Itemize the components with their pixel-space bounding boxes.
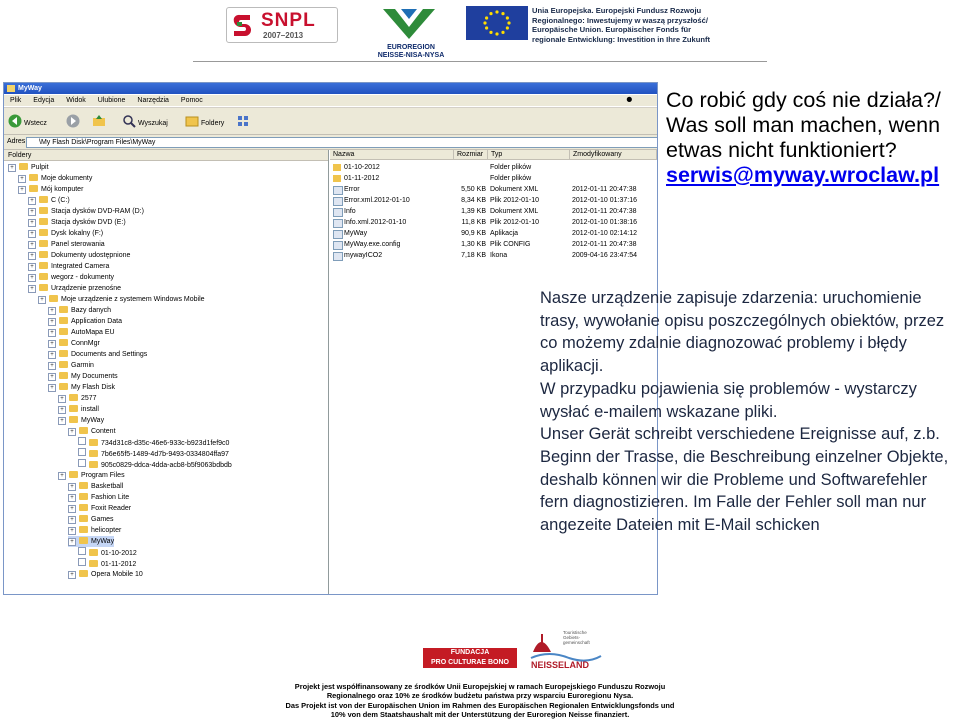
expand-toggle-icon[interactable]: + <box>58 406 66 414</box>
euroregion-label: EUROREGION NEISSE-NISA-NYSA <box>377 44 445 59</box>
folder-icon <box>89 560 98 567</box>
file-row[interactable] <box>330 228 657 239</box>
expand-toggle-icon[interactable] <box>78 459 86 467</box>
tree-item[interactable] <box>28 250 130 261</box>
file-modified: 2012-01-10 02:14:12 <box>572 230 637 237</box>
neisseland-name: NEISSELAND <box>531 660 590 670</box>
expand-toggle-icon[interactable] <box>78 558 86 566</box>
forward-arrow-icon <box>66 114 80 128</box>
expand-toggle-icon[interactable]: + <box>28 285 36 293</box>
folder-icon <box>89 439 98 446</box>
folders-button-label: Foldery <box>200 120 225 127</box>
column-header[interactable]: Zmodyfikowany <box>570 150 657 160</box>
folder-icon <box>29 185 38 192</box>
tree-item[interactable] <box>48 349 147 360</box>
window-titlebar <box>4 83 657 94</box>
folders-icon <box>185 114 199 128</box>
tree-item[interactable] <box>8 162 49 173</box>
folder-icon <box>39 284 48 291</box>
folder-icon <box>89 450 98 457</box>
file-type: Ikona <box>490 252 508 259</box>
snpl-mark-icon <box>231 12 255 36</box>
expand-toggle-icon[interactable]: + <box>28 208 36 216</box>
expand-toggle-icon[interactable]: + <box>48 384 56 392</box>
tree-item[interactable] <box>58 415 104 426</box>
folder-icon <box>39 229 48 236</box>
file-row[interactable] <box>330 239 657 250</box>
file-type: Folder plików <box>490 175 532 182</box>
tree-item[interactable] <box>68 525 121 536</box>
file-row[interactable] <box>330 195 657 206</box>
expand-toggle-icon[interactable]: + <box>48 362 56 370</box>
tree-item-label: Garmin <box>71 362 94 369</box>
folder-icon <box>39 207 48 214</box>
expand-toggle-icon[interactable]: + <box>28 263 36 271</box>
expand-toggle-icon[interactable]: + <box>48 307 56 315</box>
tree-item[interactable] <box>58 404 99 415</box>
file-size: 5,50 KB <box>461 186 486 193</box>
tree-item-label: Content <box>91 428 116 435</box>
tree-item[interactable] <box>28 261 109 272</box>
expand-toggle-icon[interactable]: + <box>58 417 66 425</box>
tree-item[interactable] <box>78 437 229 448</box>
folder-icon <box>39 251 48 258</box>
file-name: MyWay.exe.config <box>344 241 401 248</box>
folder-icon <box>59 361 68 368</box>
file-modified: 2012-01-10 01:37:16 <box>572 197 637 204</box>
expand-toggle-icon[interactable] <box>78 437 86 445</box>
file-name: mywayICO2 <box>344 252 383 259</box>
tree-item[interactable] <box>38 294 205 305</box>
file-size: 8,34 KB <box>461 197 486 204</box>
folder-icon <box>19 163 28 170</box>
file-icon <box>333 252 343 261</box>
folder-tree-pane <box>4 150 329 594</box>
expand-toggle-icon[interactable]: + <box>48 351 56 359</box>
search-button-label: Wyszukaj <box>137 120 168 127</box>
tree-item-label: My Flash Disk <box>71 384 115 391</box>
tree-item[interactable] <box>48 371 118 382</box>
tree-item-label: AutoMapa EU <box>71 329 115 336</box>
tree-item-label: install <box>81 406 99 413</box>
forward-button[interactable] <box>66 114 80 128</box>
expand-toggle-icon[interactable]: + <box>48 373 56 381</box>
footer-funding-note: Projekt jest współfinansowany ze środków Unii Europejskiej w ramach Europejskiego Funduszu Rozwoju Regionalnego oraz 10% ze środków budżetu państwa przy wsparciu Euroregionu Nysa. Das Projekt ist von der Europäischen Union im Rahmen des Europäischen Regionalen Entwicklungsfonds und 10% von dem Staatshaushalt mit der Unterstützung der Euroregion Neisse finanziert. <box>285 682 675 719</box>
tree-item[interactable] <box>28 272 114 283</box>
file-icon <box>333 197 343 206</box>
expand-toggle-icon[interactable]: + <box>68 527 76 535</box>
folder-icon <box>69 405 78 412</box>
folder-icon <box>79 504 88 511</box>
tree-item[interactable] <box>48 338 100 349</box>
expand-toggle-icon[interactable]: + <box>28 241 36 249</box>
folder-icon <box>333 175 341 182</box>
file-name: 01-10-2012 <box>344 164 380 171</box>
file-name: Error.xml.2012-01-10 <box>344 197 410 204</box>
file-name: Info.xml.2012-01-10 <box>344 219 407 226</box>
service-email-link[interactable]: serwis@myway.wroclaw.pl <box>666 163 940 187</box>
file-type: Plik CONFIG <box>490 241 531 248</box>
file-icon <box>333 186 343 195</box>
tree-item-label: Pulpit <box>31 164 49 171</box>
up-folder-icon <box>92 114 106 128</box>
file-size: 90,9 KB <box>461 230 486 237</box>
menu-item[interactable]: Edycja <box>33 97 55 104</box>
tree-item[interactable] <box>28 195 70 206</box>
expand-toggle-icon[interactable] <box>78 448 86 456</box>
file-modified: 2009-04-16 23:47:54 <box>572 252 637 259</box>
folder-icon <box>39 262 48 269</box>
tree-item[interactable] <box>68 503 131 514</box>
folder-icon <box>79 570 88 577</box>
folder-icon <box>29 174 38 181</box>
expand-toggle-icon[interactable]: + <box>58 472 66 480</box>
euroregion-emblem-icon <box>371 5 449 43</box>
file-size: 7,18 KB <box>461 252 486 259</box>
file-name: MyWay <box>344 230 368 237</box>
file-modified: 2012-01-11 20:47:38 <box>572 208 637 215</box>
window-title: MyWay <box>18 85 42 92</box>
tree-item-label: Moje dokumenty <box>41 175 93 182</box>
address-bar <box>4 135 657 150</box>
tree-item-label: Moje urządzenie z systemem Windows Mobile <box>61 296 205 303</box>
tree-item-label: 01-11-2012 <box>101 561 137 568</box>
question-text: Co robić gdy coś nie działa?/ Was soll man machen, wenn etwas nicht funktioniert? <box>666 88 941 162</box>
file-type: Folder plików <box>490 164 532 171</box>
file-row[interactable] <box>330 162 657 173</box>
tree-item-label: C (C:) <box>51 197 70 204</box>
folder-icon <box>59 306 68 313</box>
expand-toggle-icon[interactable]: + <box>18 175 26 183</box>
file-name: Info <box>344 208 356 215</box>
tree-item-label: Basketball <box>91 483 124 490</box>
file-size: 1,39 KB <box>461 208 486 215</box>
expand-toggle-icon[interactable]: + <box>18 186 26 194</box>
folder-icon <box>59 383 68 390</box>
expand-toggle-icon[interactable]: + <box>68 516 76 524</box>
folder-icon <box>39 218 48 225</box>
folders-pane-header: Foldery <box>4 150 328 161</box>
expand-toggle-icon[interactable]: + <box>48 329 56 337</box>
tree-item[interactable] <box>48 382 115 393</box>
file-icon <box>333 230 343 239</box>
expand-toggle-icon[interactable]: + <box>28 274 36 282</box>
toolbar <box>4 107 657 135</box>
file-icon <box>333 219 343 228</box>
menu-item[interactable]: Widok <box>66 97 86 104</box>
views-icon <box>236 114 250 128</box>
expand-toggle-icon[interactable]: + <box>68 571 76 579</box>
neisseland-subtitle: Touristische Gebiets- gemeinschaft <box>563 630 590 645</box>
question-heading <box>666 88 960 188</box>
tree-item-label: 2577 <box>81 395 97 402</box>
expand-toggle-icon[interactable]: + <box>28 197 36 205</box>
tree-item[interactable] <box>28 217 126 228</box>
tree-item[interactable] <box>48 360 94 371</box>
expand-toggle-icon[interactable]: + <box>68 494 76 502</box>
back-button-label: Wstecz <box>23 120 47 127</box>
tree-item-label: 01-10-2012 <box>101 550 137 557</box>
tree-item[interactable] <box>78 448 229 459</box>
snpl-logo <box>226 7 338 43</box>
search-icon <box>122 114 136 128</box>
menu-item[interactable]: Ulubione <box>97 97 126 104</box>
column-header[interactable]: Nazwa <box>330 150 454 160</box>
folder-icon <box>79 537 88 544</box>
fundacja-logo <box>423 648 517 668</box>
file-size: 1,30 KB <box>461 241 486 248</box>
tree-item-label: Stacja dysków DVD (E:) <box>51 219 126 226</box>
folder-icon <box>79 493 88 500</box>
expand-toggle-icon[interactable]: + <box>68 505 76 513</box>
folder-icon <box>69 471 78 478</box>
folder-icon <box>59 339 68 346</box>
folder-icon <box>89 549 98 556</box>
tree-item[interactable] <box>78 459 232 470</box>
tree-item[interactable] <box>18 184 83 195</box>
snpl-years: 2007–2013 <box>263 31 304 40</box>
tree-item[interactable] <box>28 283 121 294</box>
menu-item[interactable]: Narzędzia <box>137 97 169 104</box>
address-value: \My Flash Disk\Program Files\MyWay <box>39 139 156 146</box>
folder-icon <box>39 273 48 280</box>
tree-item[interactable] <box>78 558 136 569</box>
menu-item[interactable]: Plik <box>10 97 22 104</box>
folder-icon <box>7 85 15 92</box>
expand-toggle-icon[interactable]: + <box>28 219 36 227</box>
file-type: Aplikacja <box>490 230 519 237</box>
menu-item[interactable]: Pomoc <box>180 97 203 104</box>
tree-item[interactable] <box>48 305 111 316</box>
file-name: 01-11-2012 <box>344 175 380 182</box>
address-label: Adres <box>7 138 26 145</box>
expand-toggle-icon[interactable]: + <box>38 296 46 304</box>
file-modified: 2012-01-11 20:47:38 <box>572 241 637 248</box>
views-button[interactable] <box>236 114 250 128</box>
tree-item[interactable] <box>58 470 125 481</box>
tree-item-label: Dysk lokalny (F:) <box>51 230 104 237</box>
snpl-name: SNPL <box>261 10 316 31</box>
tree-item[interactable] <box>28 239 105 250</box>
folder-icon <box>39 196 48 203</box>
eu-flag <box>466 6 528 40</box>
file-type: Dokument XML <box>490 186 539 193</box>
expand-toggle-icon[interactable]: + <box>8 164 16 172</box>
tree-item-label: Documents and Settings <box>71 351 148 358</box>
tree-item[interactable] <box>48 327 115 338</box>
file-icon <box>333 241 343 250</box>
file-type: Plik 2012-01-10 <box>490 197 540 204</box>
tree-item-label: ConnMgr <box>71 340 100 347</box>
tree-item[interactable] <box>78 547 137 558</box>
tree-item[interactable] <box>68 569 143 580</box>
file-modified: 2012-01-11 20:47:38 <box>572 186 637 193</box>
folder-icon <box>39 240 48 247</box>
tree-item[interactable] <box>68 492 129 503</box>
up-folder-button[interactable] <box>92 114 106 128</box>
folder-icon <box>79 526 88 533</box>
euroregion-logo <box>371 5 449 59</box>
tree-item-label: Opera Mobile 10 <box>91 571 143 578</box>
file-type: Dokument XML <box>490 208 539 215</box>
file-modified: 2012-01-10 01:38:16 <box>572 219 637 226</box>
file-row[interactable] <box>330 184 657 195</box>
expand-toggle-icon[interactable]: + <box>68 483 76 491</box>
tree-item-label: helicopter <box>91 527 122 534</box>
folder-icon <box>69 394 78 401</box>
tree-item-label: Urządzenie przenośne <box>51 285 122 292</box>
tree-item[interactable] <box>28 206 144 217</box>
folder-icon <box>59 317 68 324</box>
tree-item[interactable] <box>68 426 116 437</box>
tree-item-label: My Documents <box>71 373 118 380</box>
folder-icon <box>59 350 68 357</box>
tree-item-label: Games <box>91 516 114 523</box>
tree-item[interactable] <box>58 393 97 404</box>
tree-item[interactable] <box>68 481 123 492</box>
tree-item[interactable] <box>28 228 103 239</box>
folder-icon <box>49 295 58 302</box>
neisseland-logo <box>529 630 603 670</box>
folder-icon <box>333 164 341 171</box>
tree-item[interactable] <box>68 536 114 547</box>
file-row[interactable] <box>330 217 657 228</box>
expand-toggle-icon[interactable]: + <box>58 395 66 403</box>
file-row[interactable] <box>330 250 657 261</box>
tree-item-label: 905c0829-ddca-4dda-acb8-b5f9063bdbdb <box>101 462 232 469</box>
folders-button[interactable] <box>185 114 224 128</box>
menu-bar <box>4 95 657 106</box>
folder-icon <box>79 515 88 522</box>
expand-toggle-icon[interactable] <box>78 547 86 555</box>
tree-item-label: Foxit Reader <box>91 505 132 512</box>
tree-item-label: 734d31c8-d35c-46e6-933c-b923d1fef9c0 <box>101 440 230 447</box>
column-header[interactable]: Rozmiar <box>454 150 488 160</box>
tree-item-label: Application Data <box>71 318 122 325</box>
tree-item-label: MyWay <box>81 417 105 424</box>
file-icon <box>333 208 343 217</box>
expand-toggle-icon[interactable]: + <box>48 318 56 326</box>
tree-item[interactable] <box>48 316 122 327</box>
fundacja-label: FUNDACJA PRO CULTURAE BONO <box>430 649 510 666</box>
back-arrow-icon <box>8 114 22 128</box>
file-size: 11,8 KB <box>461 219 486 226</box>
tree-item[interactable] <box>68 514 114 525</box>
tree-item-label: Bazy danych <box>71 307 112 314</box>
eu-funding-text: Unia Europejska. Europejski Fundusz Rozwoju Regionalnego: Inwestujemy w waszą przyszłość/ Europäische Union. Europäischer Fonds für regionale Entwicklung: Investition in Ihre Zukunft <box>532 6 711 44</box>
tree-item-label: Panel sterowania <box>51 241 105 248</box>
tree-item[interactable] <box>18 173 92 184</box>
folder-icon <box>89 461 98 468</box>
eu-stars-icon <box>466 6 528 40</box>
tree-item-label: Program Files <box>81 472 125 479</box>
tree-item-label: wegorz - dokumenty <box>51 274 115 281</box>
expand-toggle-icon[interactable]: + <box>68 538 76 546</box>
expand-toggle-icon[interactable]: + <box>28 252 36 260</box>
column-header[interactable]: Typ <box>488 150 570 160</box>
description-paragraph: Nasze urządzenie zapisuje zdarzenia: uruchomienie trasy, wywołanie opisu poszczególnych obiektów, przez co możemy zdalnie diagnozować problemy i błędy aplikacji. W przypadku pojawienia się problemów - wystarczy wysłać e-mailem wskazane pliki. Unser Gerät schreibt verschiedene Ereignisse auf, z.b. Beginn der Trasse, die Beschreibung einzelner Objekte, deshalb können wir die Probleme und Softwarefehler fern diagnostizieren. Im Falle der Fehler soll man nur angezeite Dateien mit E-Mail schicken <box>540 289 949 535</box>
tree-item-label: Integrated Camera <box>51 263 110 270</box>
folder-icon <box>79 482 88 489</box>
folder-icon <box>59 328 68 335</box>
file-type: Plik 2012-01-10 <box>490 219 540 226</box>
search-button[interactable] <box>122 114 168 128</box>
header-divider <box>193 61 767 62</box>
back-button[interactable] <box>8 114 47 128</box>
file-row[interactable] <box>330 173 657 184</box>
address-input[interactable] <box>26 137 658 148</box>
tree-item-label: 7b6e65f5-1489-4d7b-9493-0334804ffa97 <box>101 451 229 458</box>
tree-item-label: Mój komputer <box>41 186 84 193</box>
expand-toggle-icon[interactable]: + <box>48 340 56 348</box>
file-name: Error <box>344 186 360 193</box>
tree-item-label: Fashion Lite <box>91 494 130 501</box>
expand-toggle-icon[interactable]: + <box>68 428 76 436</box>
bullet-marker: • <box>626 90 633 111</box>
folder-icon <box>69 416 78 423</box>
tree-item-label: Dokumenty udostępnione <box>51 252 131 259</box>
folder-icon <box>79 427 88 434</box>
file-row[interactable] <box>330 206 657 217</box>
expand-toggle-icon[interactable]: + <box>28 230 36 238</box>
folder-icon <box>59 372 68 379</box>
tree-item-label: Stacja dysków DVD-RAM (D:) <box>51 208 144 215</box>
tree-item-label: MyWay <box>91 538 115 545</box>
